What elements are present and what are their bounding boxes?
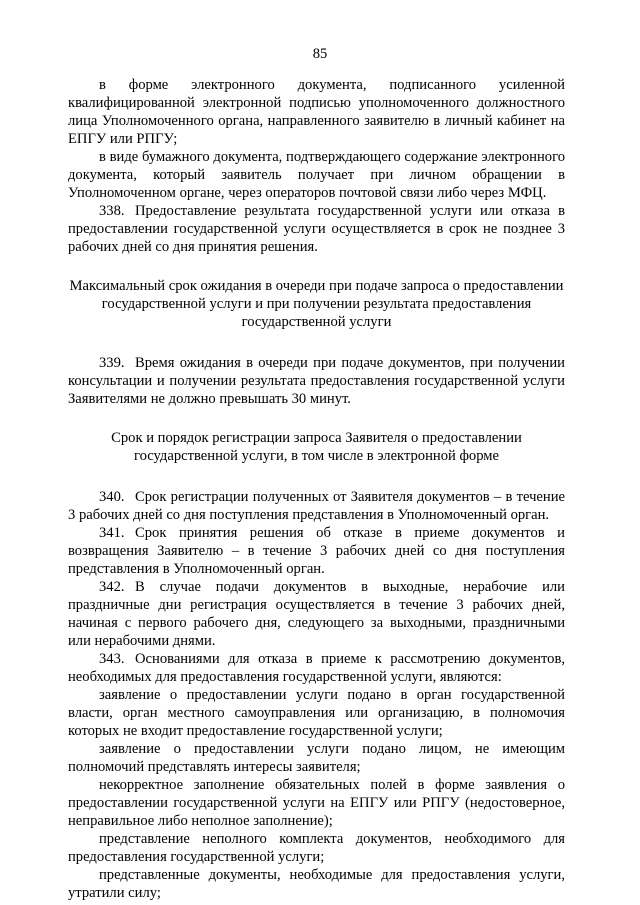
item-text: Срок регистрации полученных от Заявителя документов – в течение 3 рабочих дней со дня поступления представления в Уполномоченный орган. bbox=[68, 489, 565, 523]
section-heading-queue-time: Максимальный срок ожидания в очереди при подаче запроса о предоставлении государственной услуги и при получении результата предоставления государственной услуги bbox=[69, 278, 564, 330]
ground-no-authority: заявление о предоставлении услуги подано лицом, не имеющим полномочий представлять интересы заявителя; bbox=[68, 741, 565, 775]
ground-wrong-authority: заявление о предоставлении услуги подано в орган государственной власти, орган местного самоуправления или организацию, в полномочия которых не входит предоставление государственной услуги; bbox=[68, 687, 565, 739]
item-342 bbox=[68, 578, 565, 650]
item-341 bbox=[68, 524, 565, 578]
item-text: Срок принятия решения об отказе в приеме документов и возвращения Заявителю – в течение 3 рабочих дней со дня поступления представления в Уполномоченный орган. bbox=[68, 525, 565, 577]
ground-incorrect-form: некорректное заполнение обязательных полей в форме заявления о предоставлении государственной услуги на ЕПГУ или РПГУ (недостоверное, неправильное либо неполное заполнение); bbox=[68, 777, 565, 829]
item-339 bbox=[68, 354, 565, 408]
item-number: 339. bbox=[99, 355, 125, 371]
document-body bbox=[68, 76, 565, 902]
paragraph-electronic-result: в форме электронного документа, подписанного усиленной квалифицированной электронной подписью уполномоченного должностного лица Уполномоченного органа, направленного заявителю в личный кабинет на ЕПГУ или РПГУ; bbox=[68, 77, 565, 147]
section-heading-registration: Срок и порядок регистрации запроса Заявителя о предоставлении государственной услуги, в том числе в электронной форме bbox=[111, 430, 522, 464]
item-number: 341. bbox=[99, 525, 125, 541]
item-text: Время ожидания в очереди при подаче документов, при получении консультации и получении результата предоставления государственной услуги Заявителями не должно превышать 30 минут. bbox=[68, 355, 565, 407]
item-343 bbox=[68, 650, 565, 686]
paragraph-paper-result: в виде бумажного документа, подтверждающего содержание электронного документа, который заявитель получает при личном обращении в Уполномоченном органе, через операторов почтовой связи либо через МФЦ. bbox=[68, 149, 565, 201]
item-number: 342. bbox=[99, 579, 125, 595]
item-340 bbox=[68, 488, 565, 524]
ground-expired-documents: представленные документы, необходимые для предоставления услуги, утратили силу; bbox=[68, 867, 565, 901]
item-338 bbox=[68, 202, 565, 256]
item-text: В случае подачи документов в выходные, нерабочие или праздничные дни регистрация осуществляется в течение 3 рабочих дней, начиная с первого рабочего дня, следующего за выходными, праздничными или нерабочими днями. bbox=[68, 579, 565, 649]
item-number: 340. bbox=[99, 489, 125, 505]
ground-incomplete-documents: представление неполного комплекта документов, необходимого для предоставления государственной услуги; bbox=[68, 831, 565, 865]
item-text: Основаниями для отказа в приеме к рассмотрению документов, необходимых для предоставления государственной услуги, являются: bbox=[68, 651, 565, 685]
item-number: 343. bbox=[99, 651, 125, 667]
item-text: Предоставление результата государственной услуги или отказа в предоставлении государственной услуги осуществляется в срок не позднее 3 рабочих дней со дня принятия решения. bbox=[68, 203, 565, 255]
item-number: 338. bbox=[99, 203, 125, 219]
page-number: 85 bbox=[312, 46, 328, 62]
